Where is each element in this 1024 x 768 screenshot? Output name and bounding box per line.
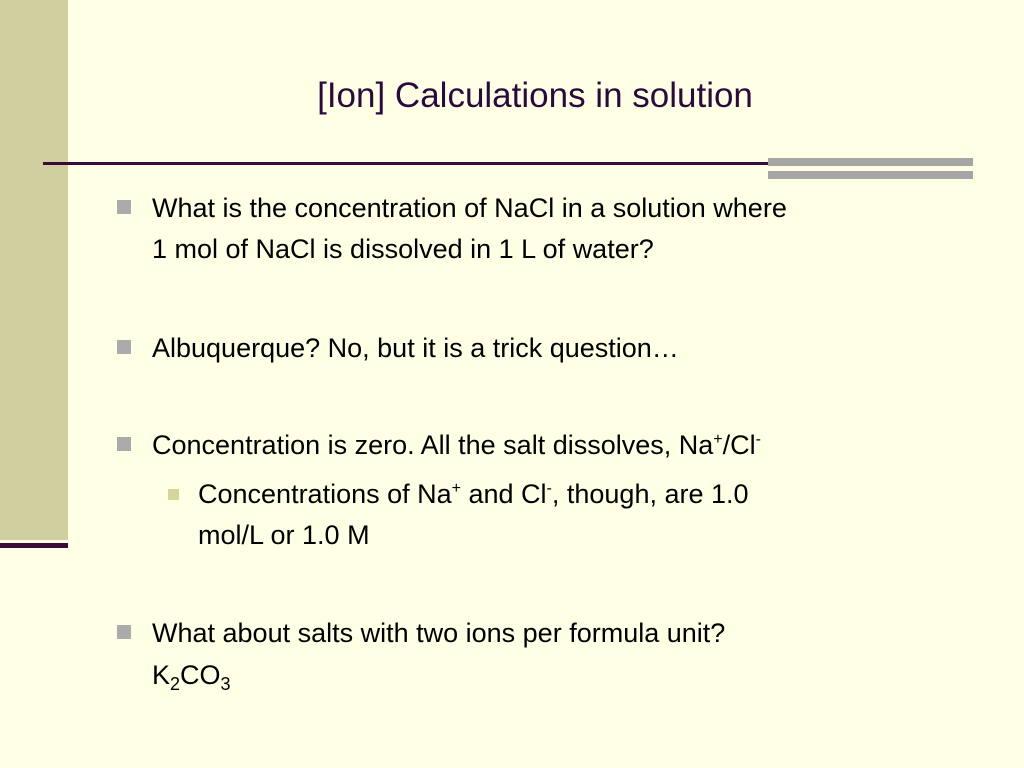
bullet-2: Albuquerque? No, but it is a trick question…: [152, 333, 679, 363]
slide-title: [Ion] Calculations in solution: [317, 76, 753, 115]
bullet-marker: [117, 437, 131, 451]
bullet-3: [152, 425, 761, 465]
bullet-3-text-1: Concentration is zero. All the salt dissolves, Na: [152, 430, 714, 460]
sub-bullet-line-1: [198, 474, 749, 514]
sub-bullet-text-2: and Cl: [460, 479, 547, 509]
bullet-3-superscript-1: +: [713, 431, 723, 448]
gray-accent-bar-bottom: [768, 171, 973, 179]
bullet-1-line-1: What is the concentration of NaCl in a solution where: [152, 193, 787, 223]
sub-bullet-superscript-1: +: [451, 480, 461, 497]
formula-subscript-2: 2: [170, 674, 181, 694]
bullet-3-text-2: /Cl: [722, 430, 756, 460]
formula-co: CO: [180, 660, 221, 690]
bullet-marker: [117, 625, 131, 639]
sub-bullet-marker: [168, 489, 179, 500]
bullet-3-superscript-2: -: [755, 431, 761, 448]
sub-bullet-text-1: Concentrations of Na: [198, 479, 452, 509]
sub-bullet-line-2: mol/L or 1.0 M: [198, 520, 370, 550]
bullet-4-formula: [152, 655, 231, 695]
gray-accent-bar-top: [768, 158, 973, 166]
sub-bullet-superscript-2: -: [546, 480, 552, 497]
bullet-marker: [117, 200, 131, 214]
bullet-4-line-1: What about salts with two ions per formula unit?: [152, 618, 726, 648]
bullet-marker: [117, 340, 131, 354]
side-decoration-line: [0, 543, 68, 548]
formula-k: K: [152, 660, 171, 690]
side-decoration-bar: [0, 0, 68, 540]
formula-subscript-3: 3: [220, 674, 231, 694]
bullet-1-line-2: 1 mol of NaCl is dissolved in 1 L of water?: [152, 234, 654, 264]
sub-bullet-text-3: , though, are 1.0: [551, 479, 749, 509]
title-divider-line: [43, 162, 768, 165]
